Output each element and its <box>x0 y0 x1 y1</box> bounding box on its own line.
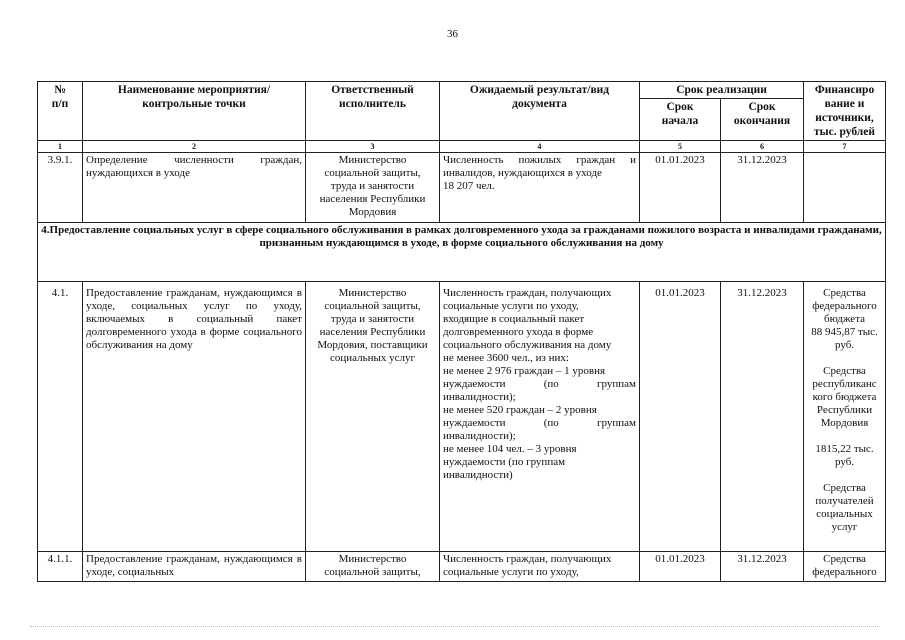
expected-result <box>440 282 640 552</box>
financing: Средства федерального бюджета 88 945,87 тыс. руб. Средства республиканс кого бюджета Республики Мордовия 1815,22 тыс. руб. Средства получателей социальных услуг <box>804 282 886 552</box>
result-line: долговременного ухода в форме <box>443 326 594 338</box>
header-name: Наименование мероприятия/ контрольные точки <box>83 82 306 141</box>
table-row <box>38 552 886 582</box>
start-date: 01.01.2023 <box>640 153 721 223</box>
result-line: инвалидности); <box>443 391 516 403</box>
result-line: социальные услуги по уходу, <box>443 300 579 312</box>
column-number: 3 <box>306 141 440 153</box>
table-row <box>38 153 886 223</box>
result-line: нуждаемости (по группам <box>443 378 636 390</box>
column-number: 1 <box>38 141 83 153</box>
result-line: не менее 104 чел. – 3 уровня <box>443 443 577 455</box>
header-responsible: Ответственный исполнитель <box>306 82 440 141</box>
end-date: 31.12.2023 <box>721 552 804 582</box>
header-financing: Финансиро вание и источники, тыс. рублей <box>804 82 886 141</box>
start-date: 01.01.2023 <box>640 552 721 582</box>
header-number: № п/п <box>38 82 83 141</box>
header-result: Ожидаемый результат/вид документа <box>440 82 640 141</box>
financing: Средства федерального <box>804 552 886 582</box>
row-number: 4.1. <box>38 282 83 552</box>
result-line: нуждаемости (по группам <box>443 456 566 468</box>
result-line: Численность граждан, получающих <box>443 287 612 299</box>
measure-name: Предоставление гражданам, нуждающимся в уходе, социальных услуг по уходу, включаемых в социальный пакет долговременного ухода в форме социального обслуживания на дому <box>83 282 306 552</box>
result-line: инвалидности); <box>443 430 516 442</box>
column-number: 7 <box>804 141 886 153</box>
section-heading: 4.Предоставление социальных услуг в сфере социального обслуживания в рамках долговременного ухода за гражданами пожилого возраста и инвалидами гражданами, признанным нуждающимся в уходе, в форме социального обслуживания на дому <box>38 223 886 282</box>
result-line: входящие в социальный пакет <box>443 313 585 325</box>
result-line: нуждаемости (по группам <box>443 417 636 429</box>
end-date: 31.12.2023 <box>721 282 804 552</box>
page-number: 36 <box>447 28 458 40</box>
column-number-row <box>38 141 886 153</box>
header-period: Срок реализации <box>640 82 804 99</box>
start-date: 01.01.2023 <box>640 282 721 552</box>
table-row <box>38 282 886 552</box>
scan-edge-artifact <box>30 622 880 627</box>
result-line: социального обслуживания на дому <box>443 339 612 351</box>
result-line: не менее 2 976 граждан – 1 уровня <box>443 365 606 377</box>
column-number: 5 <box>640 141 721 153</box>
column-number: 4 <box>440 141 640 153</box>
financing <box>804 153 886 223</box>
measure-name: Определение численности граждан, нуждающихся в уходе <box>83 153 306 223</box>
measure-name: Предоставление гражданам, нуждающимся в уходе, социальных <box>83 552 306 582</box>
column-number: 6 <box>721 141 804 153</box>
end-date: 31.12.2023 <box>721 153 804 223</box>
responsible-executor: Министерство социальной защиты, труда и занятости населения Республики Мордовия, поставщики социальных услуг <box>306 282 440 552</box>
measures-table <box>37 81 886 582</box>
result-line: не менее 520 граждан – 2 уровня <box>443 404 597 416</box>
responsible-executor: Министерство социальной защиты, <box>306 552 440 582</box>
expected-result: Численность граждан, получающих социальные услуги по уходу, <box>440 552 640 582</box>
result-line: инвалидности) <box>443 469 513 481</box>
table-header-row <box>38 82 886 99</box>
row-number: 4.1.1. <box>38 552 83 582</box>
responsible-executor: Министерство социальной защиты, труда и занятости населения Республики Мордовия <box>306 153 440 223</box>
section-heading-row <box>38 223 886 282</box>
header-end: Срок окончания <box>721 99 804 141</box>
header-start: Срок начала <box>640 99 721 141</box>
result-line: не менее 3600 чел., из них: <box>443 352 569 364</box>
row-number: 3.9.1. <box>38 153 83 223</box>
expected-result: Численность пожилых граждан и инвалидов, нуждающихся в уходе 18 207 чел. <box>440 153 640 223</box>
column-number: 2 <box>83 141 306 153</box>
